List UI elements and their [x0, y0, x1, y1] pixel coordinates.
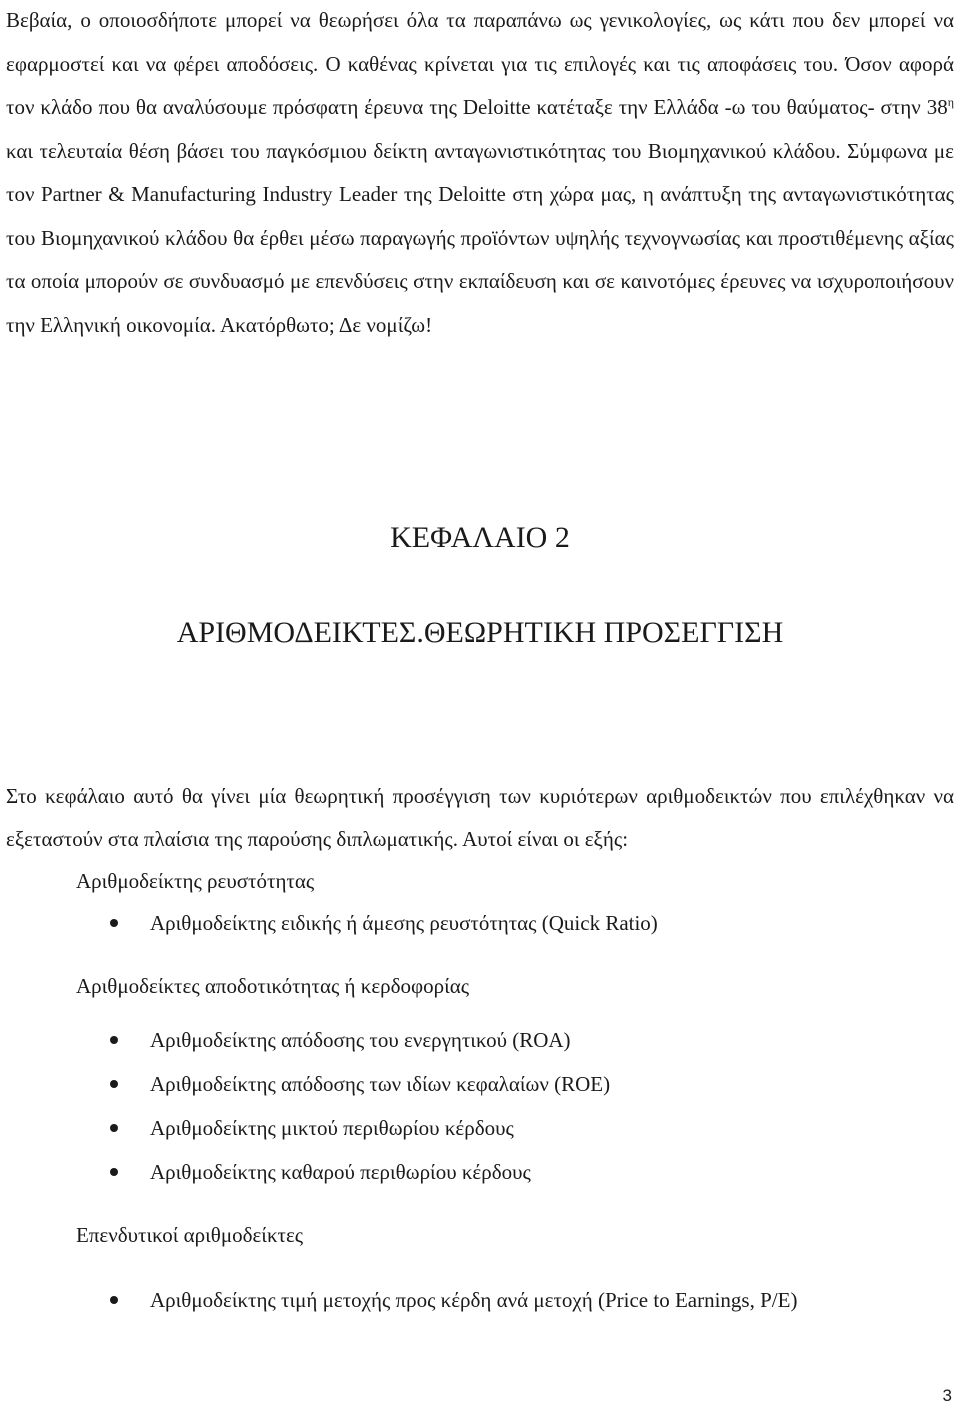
group-heading-profitability: Αριθμοδείκτες αποδοτικότητας ή κερδοφορίας — [76, 974, 470, 998]
chapter-number: ΚΕΦΑΛΑΙΟ 2 — [390, 521, 570, 554]
bullet-icon — [110, 1124, 118, 1132]
group-heading-investment: Επενδυτικοί αριθμοδείκτες — [76, 1223, 304, 1247]
list-item-label: Αριθμοδείκτης απόδοσης των ιδίων κεφαλαίων (ROE) — [150, 1072, 611, 1096]
group-heading-liquidity: Αριθμοδείκτης ρευστότητας — [76, 869, 315, 893]
bullet-icon — [110, 1036, 118, 1044]
chapter-title: ΑΡΙΘΜΟΔΕΙΚΤΕΣ.ΘΕΩΡΗΤΙΚΗ ΠΡΟΣΕΓΓΙΣΗ — [176, 616, 784, 649]
bullet-icon — [110, 1168, 118, 1176]
bullet-icon — [110, 919, 118, 927]
intro-paragraph — [6, 0, 954, 347]
list-item-label: Αριθμοδείκτης μικτού περιθωρίου κέρδους — [150, 1116, 514, 1140]
list-item-label: Αριθμοδείκτης τιμή μετοχής προς κέρδη ανά μετοχή (Price to Earnings, P/E) — [150, 1288, 798, 1312]
bullet-icon — [110, 1080, 118, 1088]
ordinal-superscript: η — [947, 95, 954, 109]
intro-paragraph-part2: και τελευταία θέση βάσει του παγκόσμιου δείκτη ανταγωνιστικότητας του Βιομηχανικού κλάδου. Σύμφωνα με τον Partner & Manufacturing Industry Leader της Deloitte στη χώρα μας, η ανάπτυξη της ανταγωνιστικότητας του Βιομηχανικού κλάδου θα έρθει μέσω παραγωγής προϊόντων υψηλής τεχνογνωσίας και προστιθέμενης αξίας τα οποία μπορούν σε συνδυασμό με επενδύσεις στην εκπαίδευση και σε καινοτόμες έρευνες να ισχυροποιήσουν την Ελληνική οικονομία. Ακατόρθωτο; Δε νομίζω! — [6, 138, 954, 337]
chapter-intro-paragraph: Στο κεφάλαιο αυτό θα γίνει μία θεωρητική προσέγγιση των κυριότερων αριθμοδεικτών που επιλέχθηκαν να εξεταστούν στα πλαίσια της παρούσης διπλωματικής. Αυτοί είναι οι εξής: — [6, 784, 954, 851]
intro-paragraph-part1: Βεβαία, ο οποιοσδήποτε μπορεί να θεωρήσει όλα τα παραπάνω ως γενικολογίες, ως κάτι που δεν μπορεί να εφαρμοστεί και να φέρει αποδόσεις. Ο καθένας κρίνεται για τις επιλογές και τις αποφάσεις του. Όσον αφορά τον κλάδο που θα αναλύσουμε πρόσφατη έρευνα της Deloitte κατέταξε την Ελλάδα -ω του θαύματος- στην 38 — [6, 8, 954, 119]
list-item-label: Αριθμοδείκτης καθαρού περιθωρίου κέρδους — [150, 1160, 531, 1184]
bullet-icon — [110, 1296, 118, 1304]
list-item-label: Αριθμοδείκτης απόδοσης του ενεργητικού (ROA) — [150, 1028, 571, 1052]
page-number: 3 — [942, 1386, 952, 1405]
list-item-label: Αριθμοδείκτης ειδικής ή άμεσης ρευστότητας (Quick Ratio) — [150, 911, 658, 935]
